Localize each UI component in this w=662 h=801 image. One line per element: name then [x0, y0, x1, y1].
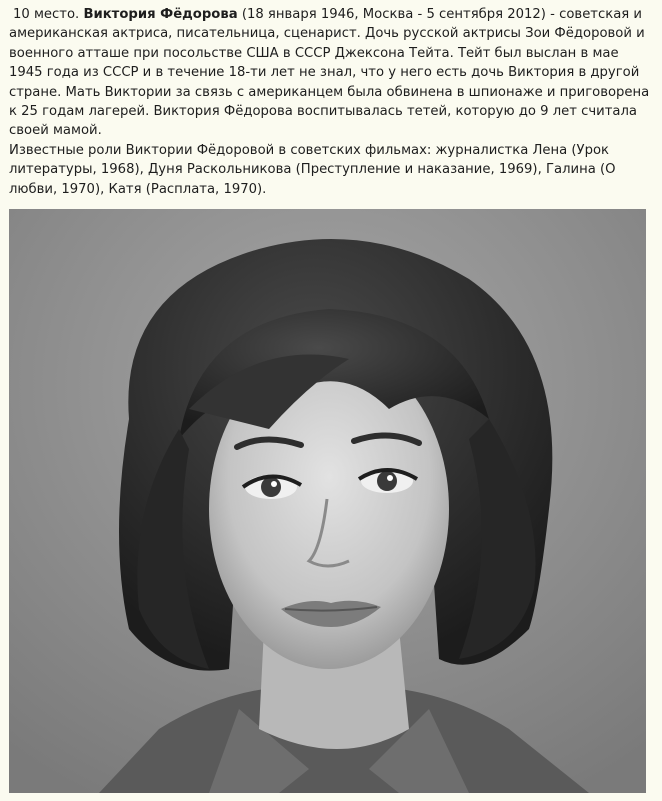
- portrait-photo: [9, 209, 646, 793]
- biography-text: (18 января 1946, Москва - 5 сентября 2012) - советская и американская актриса, писательница, сценарист. Дочь русской актрисы Зои Фёдоровой и военного атташе при посольстве США в СССР Джексона Тейта. Тейт был выслан в мае 1945 года из СССР и в течение 18-ти лет не знал, что у него есть дочь Виктория в другой стране. Мать Виктории за связь с американцем была обвинена в шпионаже и приговорена к 25 годам лагерей. Виктория Фёдорова воспитывалась тетей, которую до 9 лет считала своей мамой.: [9, 7, 650, 139]
- roles-paragraph: Известные роли Виктории Фёдоровой в советских фильмах: журналистка Лена (Урок литературы, 1968), Дуня Раскольникова (Преступление и наказание, 1969), Галина (О любви, 1970), Катя (Расплата, 1970).: [9, 142, 616, 197]
- portrait-illustration: [9, 209, 646, 793]
- article-text: [9, 5, 655, 199]
- rank-label: 10 место.: [13, 7, 80, 22]
- intro-paragraph: [9, 5, 655, 141]
- actress-name: Виктория Фёдорова: [83, 7, 238, 22]
